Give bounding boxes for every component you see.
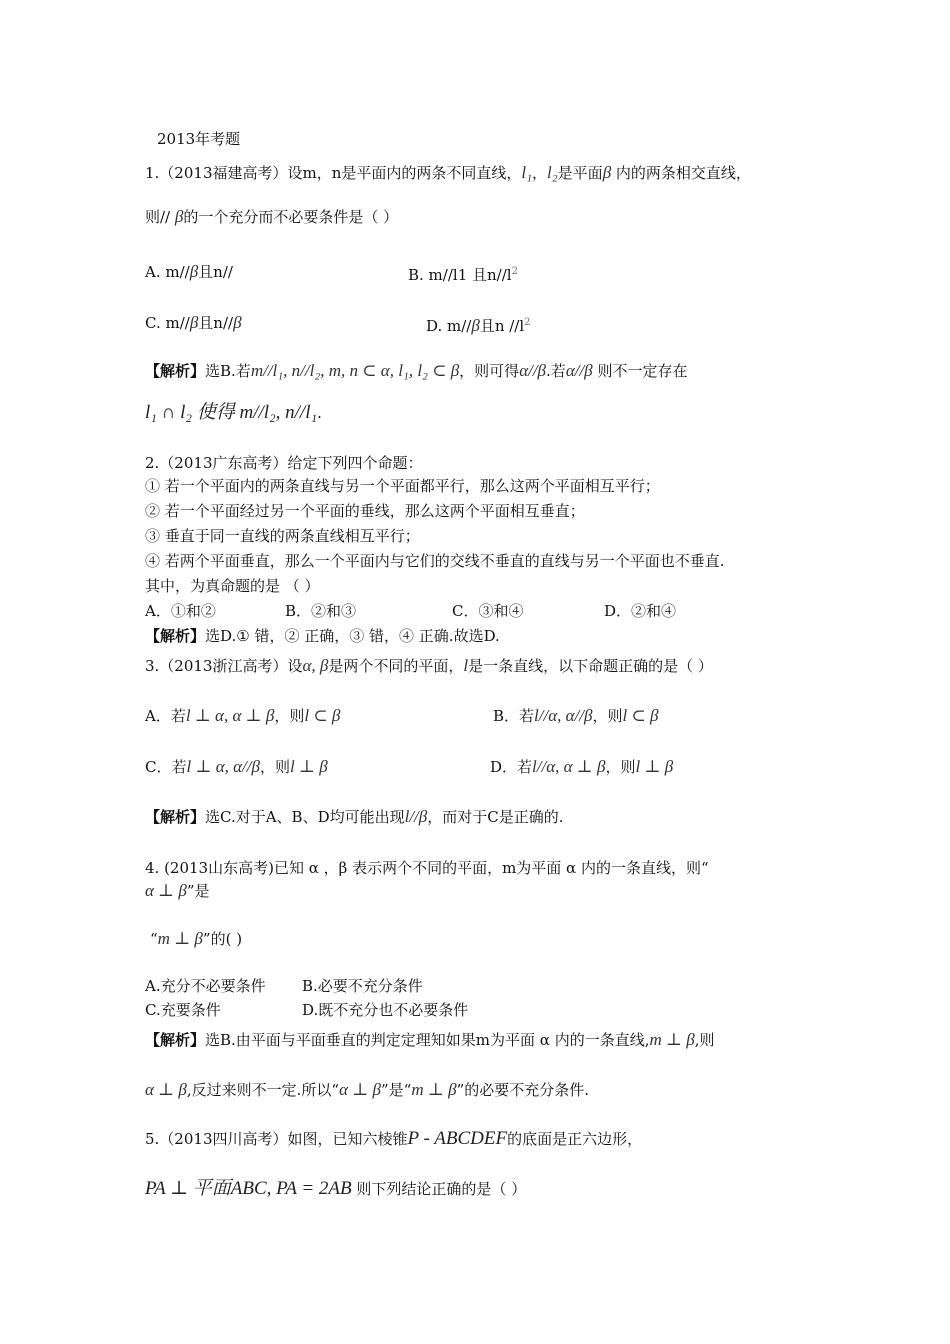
q1-opta-beta: β — [189, 262, 199, 281]
q3-stem-a: 3.（2013浙江高考）设 — [145, 657, 303, 675]
q3-sol-label: 【解析】 — [145, 808, 206, 826]
q3-stem-math: α, β — [302, 656, 329, 675]
q4-stem-line3 — [150, 928, 242, 950]
q4-sol2-math: α ⊥ β — [145, 1080, 187, 1099]
q3-opta-m1: l ⊥ α, α ⊥ β — [185, 706, 275, 725]
q1-solution — [145, 360, 687, 382]
q4-sol2-math2: α ⊥ β — [339, 1080, 381, 1099]
q5-line2-b: 则下列结论正确的是（ ） — [356, 1180, 527, 1198]
q5-stem-line2 — [145, 1178, 526, 1200]
q2-proposition-3: ③ 垂直于同一直线的两条直线相互平行； — [145, 527, 420, 545]
q4-line3-math: m ⊥ β — [157, 929, 203, 948]
q3-sol-b: ，而对于C是正确的. — [427, 808, 564, 826]
q2-solution — [145, 625, 500, 647]
q4-stem: 4. (2013山东高考)已知 α ，β 表示两个不同的平面，m为平面 α 内的一条直线，则“ — [145, 859, 709, 877]
q2-option-d: D．②和④ — [604, 602, 677, 620]
q3-optb-a: B．若 — [493, 707, 535, 725]
q1-option-d — [426, 312, 531, 337]
q1-option-b — [408, 261, 518, 286]
q2-option-b: B．②和③ — [285, 602, 357, 620]
q1-beta: β — [602, 163, 612, 182]
q3-optb-m2: l ⊂ β — [622, 706, 659, 725]
q2-question: 其中，为真命题的是 （ ） — [145, 577, 320, 595]
q1-sol-end: . — [317, 404, 322, 422]
q3-optc-m1: l ⊥ α, α//β — [186, 757, 260, 776]
q4-sol2-a: ,反过来则不一定.所以“ — [186, 1081, 340, 1099]
q1-optb-text: B. m//l1 且n//l — [408, 266, 512, 284]
q5-stem-b: 的底面是正六边形， — [507, 1130, 643, 1148]
q3-opta-b: ，则 — [274, 707, 305, 725]
q3-sol-math: l//β — [404, 807, 428, 826]
q1-optc-b: 且n// — [198, 314, 234, 332]
q3-optd-a: D．若 — [490, 758, 533, 776]
q1-sol-line2-math: l₁ ∩ l₂ 使得 m//l₂, n//l₁ — [145, 402, 318, 423]
q4-sol-a: 选B.由平面与平面垂直的判定定理知如果m为平面 α 内的一条直线, — [205, 1031, 650, 1049]
q5-stem-a: 5.（2013四川高考）如图，已知六棱锥 — [145, 1130, 408, 1148]
q4-line2-math: α ⊥ β — [145, 881, 187, 900]
q4-stem-line2 — [145, 880, 210, 902]
q5-stem — [145, 1128, 642, 1150]
q3-optb-b: ，则 — [592, 707, 623, 725]
q3-stem-c: 是一条直线，以下命题正确的是（ ） — [468, 657, 713, 675]
q2-sol-label: 【解析】 — [145, 627, 206, 645]
q1-optc-beta1: β — [189, 313, 199, 332]
q3-optd-m1: l//α, α ⊥ β — [532, 757, 606, 776]
q2-proposition-4: ④ 若两个平面垂直，那么一个平面内与它们的交线不垂直的直线与另一个平面也不垂直. — [145, 552, 725, 570]
q1-optc-beta2: β — [233, 313, 242, 332]
q3-optd-m2: l ⊥ β — [635, 757, 674, 776]
q1-text-b: 是平面 — [557, 164, 603, 182]
q1-optd-beta: β — [471, 316, 480, 335]
q4-sol2-b: ”是“ — [381, 1081, 412, 1099]
q2-option-a: A．①和② — [145, 602, 216, 620]
q2-option-c: C．③和④ — [452, 602, 524, 620]
q1-option-c — [145, 312, 242, 334]
q1-optc-a: C. m// — [145, 314, 190, 332]
q3-option-a — [145, 705, 340, 727]
q5-stem-math: P - ABCDEF — [407, 1128, 508, 1149]
q1-sol-math2: α//β — [519, 361, 547, 380]
q1-opta-b: 且n// — [198, 263, 233, 281]
q2-stem: 2.（2013广东高考）给定下列四个命题： — [145, 454, 423, 472]
q2-proposition-2: ② 若一个平面经过另一个平面的垂线，那么这两个平面相互垂直； — [145, 502, 585, 520]
q4-sol2-c: ”的必要不充分条件. — [456, 1081, 590, 1099]
q1-stem: 1.（2013福建高考）设m，n是平面内的两条不同直线，l₁，l₂是平面β 内的两条相交直线， — [145, 163, 751, 182]
q3-option-d — [490, 756, 673, 778]
q1-sol-a: 选B.若 — [205, 362, 251, 380]
q4-option-c: C.充要条件 — [145, 1001, 221, 1019]
q4-sol-label: 【解析】 — [145, 1031, 206, 1049]
q3-optc-a: C．若 — [145, 758, 187, 776]
q1-line2-beta: β — [174, 207, 184, 226]
q4-sol-b: ,则 — [694, 1031, 715, 1049]
q3-sol-a: 选C.对于A、B、D均可能出现 — [205, 808, 405, 826]
q5-line2-math: PA ⊥ 平面ABC, PA = 2AB — [145, 1178, 352, 1199]
q4-sol2-math3: m ⊥ β — [411, 1080, 457, 1099]
q4-line3-a: “ — [150, 930, 158, 948]
q3-optd-b: ，则 — [605, 758, 636, 776]
q3-opta-a: A．若 — [145, 707, 186, 725]
q1-opta-a: A. m// — [145, 263, 190, 281]
q4-option-a: A.充分不必要条件 — [145, 977, 266, 995]
q3-optb-m1: l//α, α//β — [534, 706, 593, 725]
q1-optb-sub: 2 — [511, 266, 518, 277]
q1-l1: l₁ — [521, 163, 533, 182]
q2-proposition-1: ① 若一个平面内的两条直线与另一个平面都平行，那么这两个平面相互平行； — [145, 477, 660, 495]
q4-line2-b: ”是 — [186, 882, 210, 900]
q1-sol-c: .若 — [546, 362, 566, 380]
q1-stem-line2 — [145, 206, 398, 228]
q3-option-c — [145, 756, 328, 778]
q4-option-d: D.既不充分也不必要条件 — [302, 1001, 469, 1019]
q1-sol-math3: α//β — [565, 361, 593, 380]
q4-solution — [145, 1029, 714, 1051]
q1-text-a: 1.（2013福建高考）设m，n是平面内的两条不同直线， — [145, 164, 522, 182]
q1-sol-b: ，则可得 — [459, 362, 520, 380]
q2-sol-text: 选D.① 错，② 正确，③ 错，④ 正确.故选D. — [205, 627, 500, 645]
q1-option-a — [145, 261, 233, 283]
q4-option-b: B.必要不充分条件 — [302, 977, 423, 995]
q4-solution-line2 — [145, 1079, 589, 1101]
q3-opta-m2: l ⊂ β — [304, 706, 341, 725]
q1-line2-a: 则// — [145, 208, 171, 226]
q1-line2-b: 的一个充分而不必要条件是（ ） — [183, 208, 399, 226]
q1-text-c: 内的两条相交直线， — [611, 164, 751, 182]
q3-option-b — [493, 705, 658, 727]
q3-stem — [145, 655, 713, 677]
q1-optd-b: 且n //l — [479, 317, 525, 335]
q3-stem-b: 是两个不同的平面， — [328, 657, 464, 675]
q4-sol-math1: m ⊥ β — [649, 1030, 695, 1049]
q1-solution-line2 — [145, 402, 322, 424]
q3-solution — [145, 806, 564, 828]
section-title: 2013年考题 — [157, 130, 241, 148]
q3-stem-l: l — [463, 656, 469, 675]
q1-optd-sub: 2 — [524, 317, 531, 328]
q1-sol-math1: m//l₁, n//l₂, m, n ⊂ α, l₁, l₂ ⊂ β — [250, 361, 460, 380]
q1-sol-d: 则不一定存在 — [597, 362, 688, 380]
q1-optd-a: D. m// — [426, 317, 472, 335]
q4-line3-b: ”的( ) — [202, 930, 243, 948]
q3-optc-b: ，则 — [259, 758, 290, 776]
q1-l2: l₂ — [547, 163, 558, 182]
q1-sol-label: 【解析】 — [145, 362, 206, 380]
q3-optc-m2: l ⊥ β — [289, 757, 328, 776]
